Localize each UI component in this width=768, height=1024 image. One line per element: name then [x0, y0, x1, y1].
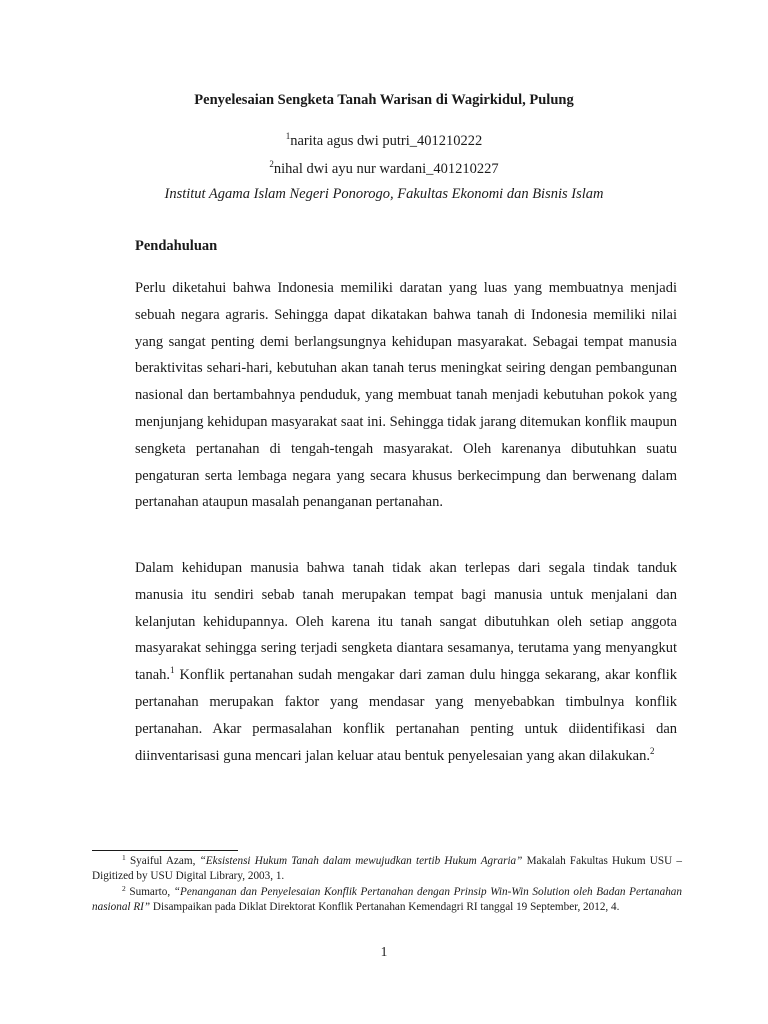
footnote-2 [92, 885, 682, 916]
paragraph-2 [135, 555, 677, 769]
author-1 [0, 131, 768, 150]
paragraph-2-part-2: Konflik pertanahan sudah mengakar dari zaman dulu hingga sekarang, akar konflik pertanahan merupakan faktor yang mendasar yang menyebabkan timbulnya konflik pertanahan. Akar permasalahan konflik pertanahan penting untuk diidentifikasi dan diinventarisasi guna mencari jalan keluar atau bentuk penyelesaian yang akan dilakukan. [135, 667, 677, 764]
footnote-ref-2[interactable]: 2 [649, 745, 655, 756]
footnote-1-marker: 1 [122, 853, 126, 862]
section-heading: Pendahuluan [135, 238, 218, 254]
footnote-divider [92, 850, 238, 851]
author-2-marker: 2 [269, 159, 274, 169]
author-2-name: nihal dwi ayu nur wardani_401210227 [273, 161, 499, 177]
affiliation: Institut Agama Islam Negeri Ponorogo, Fakultas Ekonomi dan Bisnis Islam [164, 186, 604, 202]
footnotes [92, 854, 682, 916]
author-1-name: narita agus dwi putri_401210222 [290, 133, 483, 149]
paper-title: Penyelesaian Sengketa Tanah Warisan di Wagirkidul, Pulung [194, 92, 574, 108]
footnote-1-rest: Makalah Fakultas Hukum USU – Digitized by USU Digital Library, 2003, 1. [92, 855, 682, 883]
footnote-2-marker: 2 [122, 883, 126, 893]
author-1-marker: 1 [285, 131, 291, 141]
paragraph-1: Perlu diketahui bahwa Indonesia memiliki daratan yang luas yang membuatnya menjadi sebuah negara agraris. Sehingga dapat dikatakan bahwa tanah di Indonesia memiliki nilai yang sangat penting demi berlangsungnya kehidupan masyarakat. Sebagai tempat manusia beraktivitas sehari-hari, kebutuhan akan tanah terus meningkat seiring dengan pembangunan nasional dan bertambahnya penduduk, yang membuat tanah menjadi kebutuhan pokok yang menjunjang kehidupan masyarakat saat ini. Sehingga tidak jarang ditemukan konflik maupun sengketa pertanahan di tengah-tengah masyarakat. Oleh karenanya dibutuhkan suatu pengaturan serta lembaga negara yang secara khusus berkecimpung dan berwenang dalam pertanahan ataupun masalah penanganan pertanahan. [135, 280, 677, 511]
footnote-2-lead: Sumarto, [125, 885, 174, 898]
footnote-1-lead: Syaiful Azam, [125, 855, 200, 867]
paragraph-2-part-1: Dalam kehidupan manusia bahwa tanah tidak akan terlepas dari segala tindak tanduk manusia itu sendiri sebab tanah merupakan tempat bagi manusia untuk menjalani dan kelanjutan kehidupannya. Oleh karena itu tanah sangat dibutuhkan oleh setiap anggota masyarakat sehingga sering terjadi sengketa diantara sesamanya, terutama yang menyangkut tanah. [135, 560, 677, 684]
footnote-ref-1[interactable]: 1 [170, 665, 175, 676]
footnote-2-rest: Disampaikan pada Diklat Direktorat Konflik Pertanahan Kemendagri RI tanggal 19 September, 2012, 4. [150, 901, 620, 914]
page-number: 1 [380, 944, 388, 959]
footnote-1-title: “Eksistensi Hukum Tanah dalam mewujudkan tertib Hukum Agraria” [199, 855, 523, 867]
footnote-1 [92, 854, 682, 885]
footnote-2-title: “Penanganan dan Penyelesaian Konflik Pertanahan dengan Prinsip Win-Win Solution oleh Badan Pertanahan nasional RI” [92, 885, 682, 914]
author-2 [0, 159, 768, 178]
